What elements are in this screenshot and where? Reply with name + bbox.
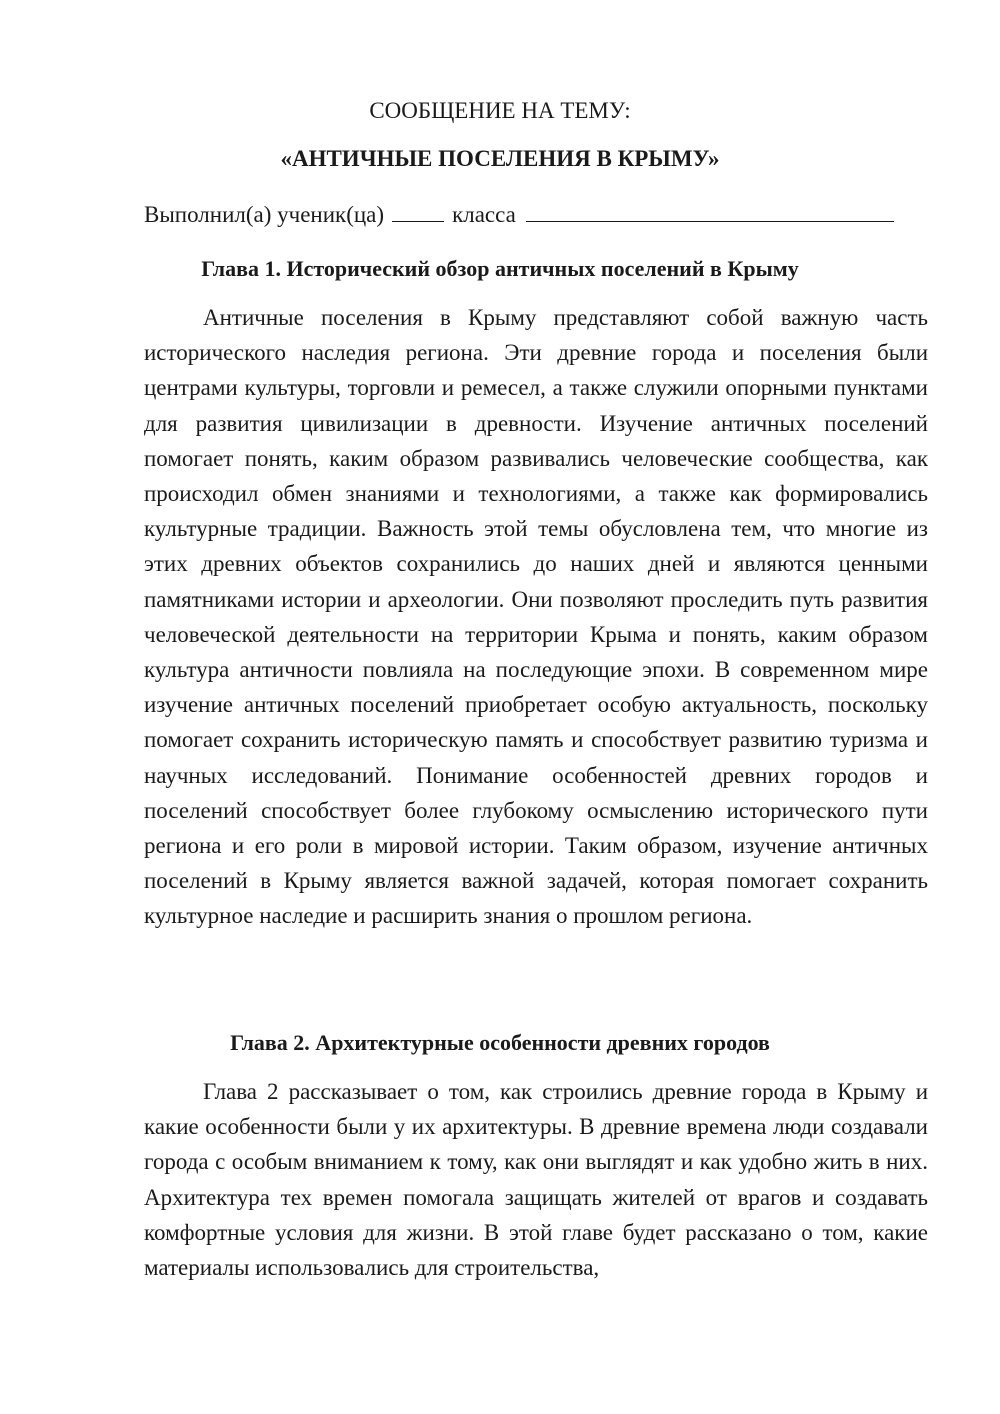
class-number-blank	[392, 199, 444, 222]
class-label: класса	[452, 202, 516, 227]
author-prefix-label: Выполнил(а) ученик(ца)	[144, 202, 385, 227]
chapter-1-paragraph: Античные поселения в Крыму представляют собой важную часть исторического наследия региона. Эти древние города и поселения были центрами культуры, торговли и ремесел, а также служили опорными пунктами для развития цивилизации в древности. Изучение античных поселений помогает понять, каким образом развивались человеческие сообщества, как происходил обмен знаниями и технологиями, а также как формировались культурные традиции. Важность этой темы обусловлена тем, что многие из этих древних объектов сохранились до наших дней и являются ценными памятниками истории и археологии. Они позволяют проследить путь развития человеческой деятельности на территории Крыма и понять, каким образом культура античности повлияла на последующие эпохи. В современном мире изучение античных поселений приобретает особую актуальность, поскольку помогает сохранить историческую память и способствует развитию туризма и научных исследований. Понимание особенностей древних городов и поселений способствует более глубокому осмыслению исторического пути региона и его роли в мировой истории. Таким образом, изучение античных поселений в Крыму является важной задачей, которая помогает сохранить культурное наследие и расширить знания о прошлом региона.	[144, 305, 928, 929]
chapter-2-heading: Глава 2. Архитектурные особенности древних городов	[230, 1030, 770, 1055]
author-line	[144, 199, 934, 229]
chapter-2-paragraph: Глава 2 рассказывает о том, как строились древние города в Крыму и какие особенности были у их архитектуры. В древние времена люди создавали города с особым вниманием к тому, как они выглядят и как удобно жить в них. Архитектура тех времен помогала защищать жителей от врагов и создавать комфортные условия для жизни. В этой главе будет рассказано о том, какие материалы использовались для строительства,	[144, 1079, 928, 1281]
chapter-1-heading: Глава 1. Исторический обзор античных поселений в Крыму	[201, 256, 799, 281]
student-name-blank	[526, 199, 894, 222]
document-title-line-2: «АНТИЧНЫЕ ПОСЕЛЕНИЯ В КРЫМУ»	[280, 146, 720, 171]
document-title-line-1: СООБЩЕНИЕ НА ТЕМУ:	[369, 98, 631, 123]
